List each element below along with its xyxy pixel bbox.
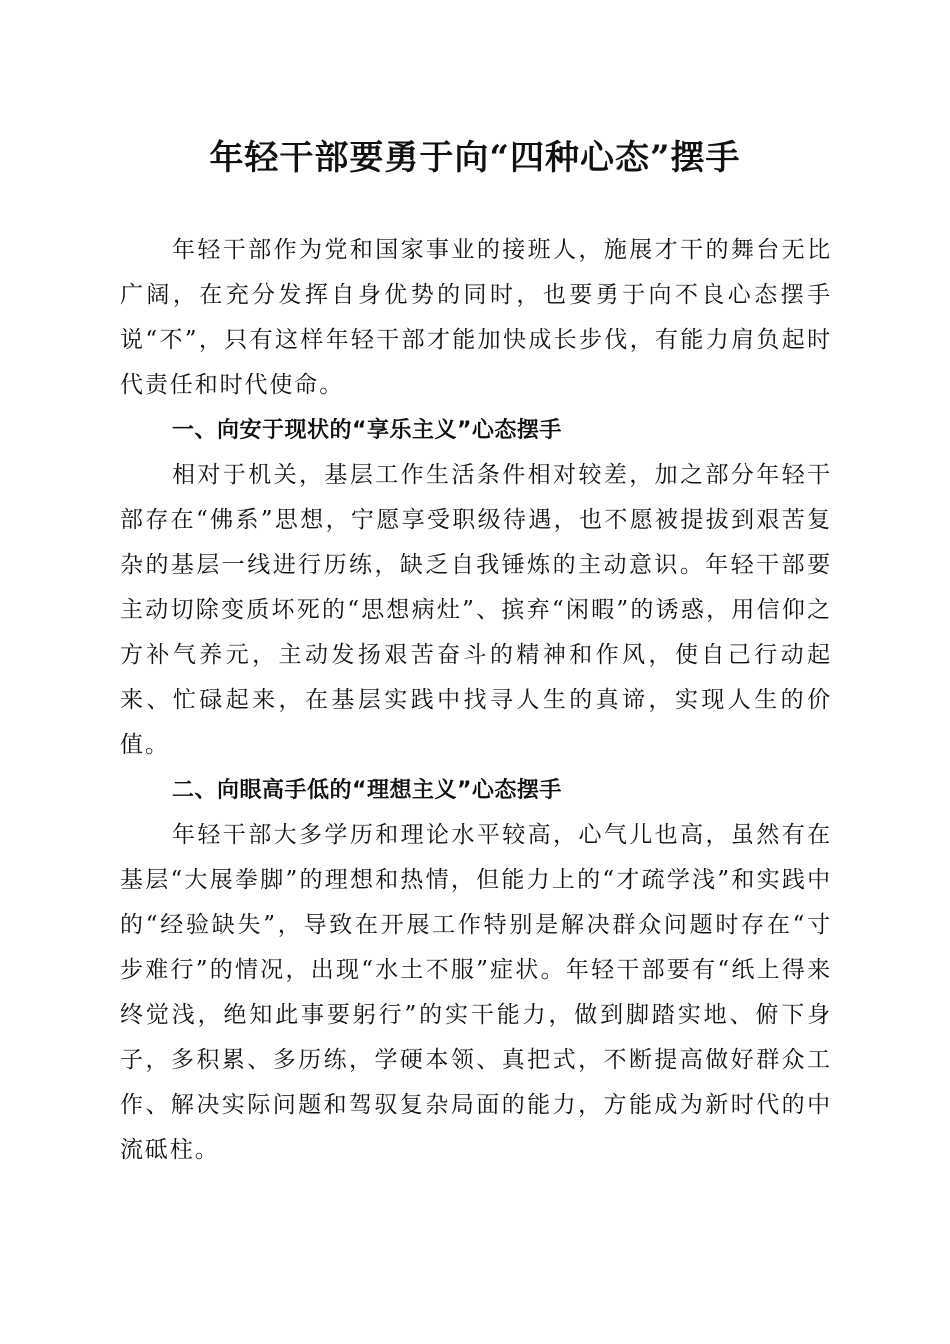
section-heading-2: 二、向眼高手低的“理想主义”心态摆手 — [172, 778, 562, 803]
intro-paragraph: 年轻干部作为党和国家事业的接班人，施展才干的舞台无比广阔，在充分发挥自身优势的同时，也要勇于向不良心态摆手说“不”，只有这样年轻干部才能加快成长步伐，有能力肩负起时代责任和时代使命。 — [120, 237, 832, 398]
document-body — [120, 228, 832, 1173]
section-heading-1: 一、向安于现状的“享乐主义”心态摆手 — [172, 418, 562, 443]
section-paragraph-2: 年轻干部大多学历和理论水平较高，心气儿也高，虽然有在基层“大展拳脚”的理想和热情，但能力上的“才疏学浅”和实践中的“经验缺失”，导致在开展工作特别是解决群众问题时存在“寸步难行”的情况，出现“水土不服”症状。年轻干部要有“纸上得来终觉浅，绝知此事要躬行”的实干能力，做到脚踏实地、俯下身子，多积累、多历练，学硬本领、真把式，不断提高做好群众工作、解决实际问题和驾驭复杂局面的能力，方能成为新时代的中流砥柱。 — [120, 822, 832, 1163]
document-title: 年轻干部要勇于向“四种心态”摆手 — [209, 138, 741, 178]
section-paragraph-1: 相对于机关，基层工作生活条件相对较差，加之部分年轻干部存在“佛系”思想，宁愿享受职级待遇，也不愿被提拔到艰苦复杂的基层一线进行历练，缺乏自我锤炼的主动意识。年轻干部要主动切除变质坏死的“思想病灶”、摈弃“闲暇”的诱惑，用信仰之方补气养元，主动发扬艰苦奋斗的精神和作风，使自己行动起来、忙碌起来，在基层实践中找寻人生的真谛，实现人生的价值。 — [120, 462, 832, 758]
